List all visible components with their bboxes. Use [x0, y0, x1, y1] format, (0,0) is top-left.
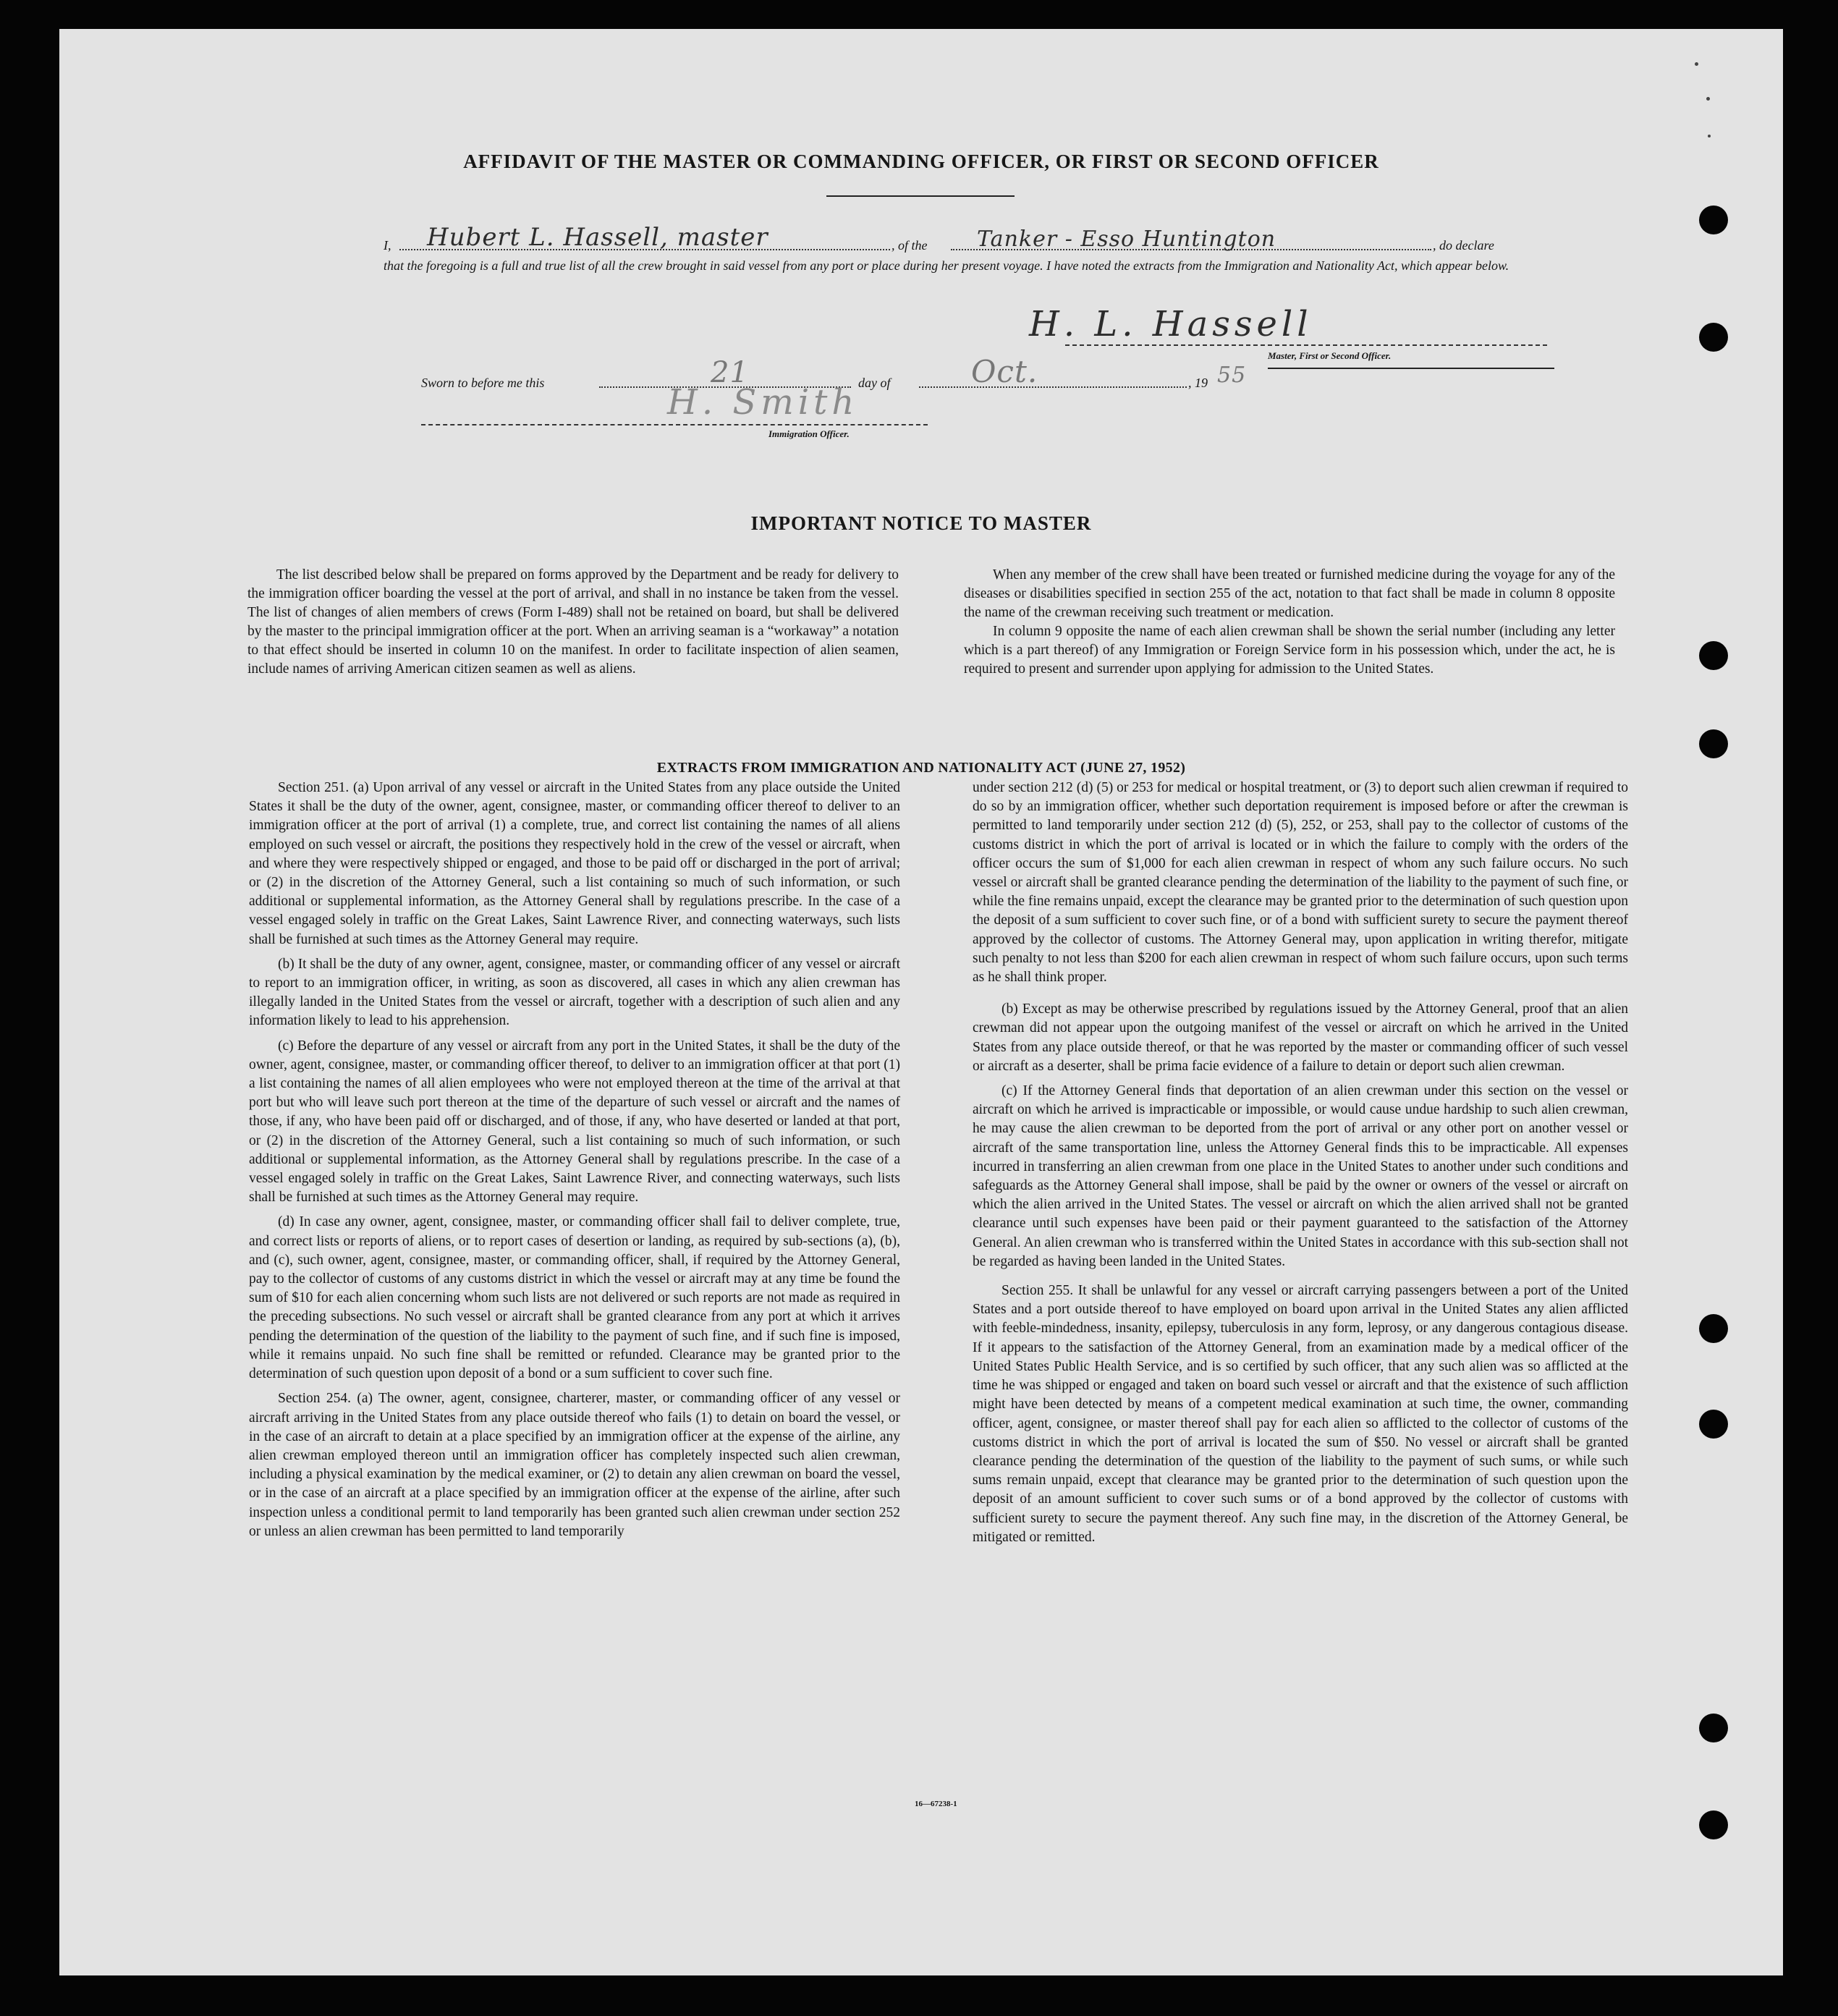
month-field[interactable]: [919, 386, 1187, 388]
section-251-b: (b) It shall be the duty of any owner, agent, consignee, master, or commanding officer of any vessel or aircraft to report to an immigration officer, in writing, as soon as discovered, all cases in which any alien crewman has illegally landed in the United States from the vessel or aircraft, together with a description of such alien and any information likely to lead to his apprehension.: [249, 956, 900, 1029]
declaration-i: I,: [384, 238, 391, 253]
notice-left-column: [247, 566, 899, 679]
notice-right-paragraph-1: When any member of the crew shall have been treated or furnished medicine during the voyage for any of the diseases or disabilities specified in section 255 of the act, notation to that fact shall be made in column 8 opposite the name of the crewman receiving such treatment or medication.: [964, 567, 1615, 620]
section-255: Section 255. It shall be unlawful for any vessel or aircraft carrying passengers between a port of the United States and a port outside thereof to have employed on board upon arrival in the United States any alien afflicted with feeble-mindedness, insanity, epilepsy, tuberculosis in any form, leprosy, or any dangerous contagious disease. If it appears to the satisfaction of the Attorney General, from an examination made by a medical officer of the United States Public Health Service, and is so certified by such officer, that any such alien was so afflicted at the time he was shipped or engaged and taken on board such vessel or aircraft and that the existence of such affliction might have been detected by means of a competent medical examination at such time, the owner, commanding officer, agent, consignee, or master thereof shall pay for each alien so afflicted to the collector of customs of the customs district in which the port of arrival is located the sum of $50. No vessel or aircraft shall be granted clearance pending the determination of the question of the liability to the payment of such sums, or while such sums remain unpaid, except that clearance may be granted prior to the determination of such question upon the deposit of an amount sufficient to cover such sums or of a bond approved by the collector of customs with sufficient surety to secure the payment thereof. Any such fine may, in the discretion of the Attorney General, be mitigated or remitted.: [973, 1283, 1628, 1545]
officer-caption: Immigration Officer.: [768, 428, 850, 439]
scan-speck: [1706, 97, 1710, 101]
officer-signature-handwritten: H. Smith: [667, 382, 859, 423]
scan-speck: [1708, 135, 1711, 137]
month-handwritten: Oct.: [971, 354, 1038, 389]
declaration-do-declare: , do declare: [1433, 238, 1494, 253]
extracts-right-column: [973, 779, 1628, 1547]
binder-hole-6: [1699, 1410, 1728, 1439]
extracts-title: EXTRACTS FROM IMMIGRATION AND NATIONALITY ACT (JUNE 27, 1952): [656, 760, 1186, 776]
declaration-body: that the foregoing is a full and true list of all the crew brought in said vessel from any port or place during her present voyage. I have noted the extracts from the Immigration and Nationality Act, which appear below.: [384, 258, 1509, 273]
master-name-handwritten: Hubert L. Hassell, master: [427, 223, 768, 252]
scan-speck: [1695, 62, 1698, 66]
title-underline: [826, 195, 1015, 197]
master-signature-handwritten: H. L. Hassell: [1029, 304, 1313, 344]
section-254-b: (b) Except as may be otherwise prescribed by regulations issued by the Attorney General, proof that an alien crewman did not appear upon the outgoing manifest of the vessel or aircraft on which he arrived in the United States from any place outside thereof, or that he was reported by the master or commanding officer of such vessel or aircraft as a deserter, shall be prima facie evidence of a failure to detain or deport such alien crewman.: [973, 1001, 1628, 1074]
section-251-c: (c) Before the departure of any vessel or aircraft from any port in the United States, it shall be the duty of the owner, agent, consignee, master, or commanding officer thereof, to deliver to an immigration officer at that port (1) a list containing the names of all alien employees who were not employed thereon at the time of the arrival at that port but who will leave such port thereon at the time of the departure of such vessel or aircraft and the names of those, if any, who have been paid off or discharged, and of those, if any, who have deserted or landed at that port, or (2) in the discretion of the Attorney General, such a list containing so much of such information, or such additional or supplemental information, as the Attorney General shall by regulations prescribe. In the case of a vessel engaged solely in traffic on the Great Lakes, Saint Lawrence River, and connecting waterways, such lists shall be furnished at such times as the Attorney General may require.: [249, 1038, 900, 1206]
sworn-label: Sworn to before me this: [421, 376, 545, 390]
vessel-handwritten: Tanker - Esso Huntington: [977, 226, 1276, 252]
master-signature-caption: Master, First or Second Officer.: [1268, 350, 1392, 361]
officer-signature-line[interactable]: [421, 424, 928, 425]
day-of-label: day of: [858, 376, 891, 390]
binder-hole-8: [1699, 1810, 1728, 1839]
year-prefix: , 19: [1188, 376, 1208, 390]
binder-hole-5: [1699, 1314, 1728, 1343]
year-handwritten: 55: [1217, 363, 1247, 388]
day-handwritten: 21: [711, 356, 749, 389]
notice-right-paragraph-2: In column 9 opposite the name of each alien crewman shall be shown the serial number (including any letter which is a part thereof) of any Immigration or Foreign Service form in his possession which, under the act, he is required to present and surrender upon applying for admission to the United States.: [964, 624, 1615, 677]
form-number: 16—67238-1: [915, 1800, 957, 1808]
binder-hole-2: [1699, 323, 1728, 352]
section-254-a: Section 254. (a) The owner, agent, consignee, charterer, master, or commanding officer of any vessel or aircraft arriving in the United States from any place outside thereof who fails (1) to detain on board the vessel, or in the case of an aircraft to detain at a place specified by an immigration officer at the expense of the airline, any alien crewman employed thereon until an immigration officer has completely inspected such alien crewman, including a physical examination by the medical examiner, or (2) to detain any alien crewman on board the vessel, or in the case of an aircraft at a place specified by an immigration officer at the expense of the airline, after such inspection unless a conditional permit to land temporarily has been granted such alien crewman under section 252 or unless an alien crewman has been permitted to land temporarily: [249, 1391, 900, 1539]
extracts-left-column: [249, 779, 900, 1541]
binder-hole-3: [1699, 641, 1728, 670]
section-251-d: (d) In case any owner, agent, consignee, master, or commanding officer shall fail to deliver complete, true, and correct lists or reports of aliens, or to report cases of desertion or landing, as required by sub-sections (a), (b), and (c), such owner, agent, consignee, master, or commanding officer, shall, if required by the Attorney General, pay to the collector of customs of any customs district in which the vessel or aircraft may at any time be found the sum of $10 for each alien concerning whom such lists are not delivered or such reports are not made as required in the preceding subsections. No such vessel or aircraft shall be granted clearance from any port at which it arrives pending the determination of the question of the liability to the payment of such fine, and if such fine is imposed, while it remains unpaid. No such fine shall be remitted or refunded. Clearance may be granted prior to the determination of such question upon deposit of a bond or a sum sufficient to cover such fine.: [249, 1214, 900, 1382]
declaration-of-the: , of the: [892, 238, 928, 253]
binder-hole-7: [1699, 1714, 1728, 1742]
section-251-a: Section 251. (a) Upon arrival of any vessel or aircraft in the United States from any place outside the United States it shall be the duty of the owner, agent, consignee, master, or commanding officer thereof to deliver to an immigration officer at the port of arrival (1) a complete, true, and correct list containing the names of all aliens employed on such vessel or aircraft, the positions they respectively hold in the crew of the vessel or aircraft, when and where they were respectively shipped or engaged, and those to be paid off or discharged in the port of arrival; or (2) in the discretion of the Attorney General, such a list containing so much of such information, or such additional or supplemental information, as the Attorney General shall by regulations prescribe. In the case of a vessel engaged solely in traffic on the Great Lakes, Saint Lawrence River, and connecting waterways, such lists shall be furnished at such times as the Attorney General may require.: [249, 780, 900, 947]
document-page: [59, 29, 1783, 1975]
master-signature-line[interactable]: [1065, 344, 1547, 346]
notice-title: IMPORTANT NOTICE TO MASTER: [750, 512, 1092, 534]
section-254-c: (c) If the Attorney General finds that deportation of an alien crewman under this section on the vessel or aircraft on which he arrived is impracticable or impossible, or would cause undue hardship to such alien crewman, he may cause the alien crewman to be deported from the port of arrival or any other port on another vessel or aircraft of the same transportation line, unless the Attorney General finds this to be impracticable. All expenses incurred in transferring an alien crewman from one place in the United States to another under such conditions and safeguards as the Attorney General shall impose, shall be paid by the owner or owners of the vessel or aircraft on which the alien arrived in the United States. The vessel or aircraft on which the alien arrived shall not be granted clearance until such expenses have been paid or their payment guaranteed to the satisfaction of the Attorney General. An alien crewman who is transferred within the United States in accordance with this sub-section shall not be regarded as having been landed in the United States.: [973, 1083, 1628, 1269]
sworn-line: [421, 354, 1362, 391]
binder-hole-1: [1699, 206, 1728, 234]
binder-hole-4: [1699, 729, 1728, 758]
notice-left-paragraph: The list described below shall be prepared on forms approved by the Department and be ready for delivery to the immigration officer boarding the vessel at the port of arrival, and shall in no instance be taken from the vessel. The list of changes of alien members of crews (Form I-489) shall not be retained on board, but shall be delivered by the master to the principal immigration officer at the port. When an arriving seaman is a “workaway” a notation to that effect should be inserted in column 10 on the manifest. In order to facilitate inspection of alien seamen, include names of arriving American citizen seamen as well as aliens.: [247, 567, 899, 677]
affidavit-title: AFFIDAVIT OF THE MASTER OR COMMANDING OFFICER, OR FIRST OR SECOND OFFICER: [463, 151, 1379, 172]
section-254-a-cont: under section 212 (d) (5) or 253 for medical or hospital treatment, or (3) to deport such alien crewman if required to do so by an immigration officer, whether such deportation requirement is imposed before or after the crewman is permitted to land temporarily under section 212 (d) (5), 252, or 253, shall pay to the collector of customs of the customs district in which the port of arrival is located or in which the failure to comply with the orders of the officer occurs the sum of $1,000 for each alien crewman in respect of whom any such failure occurs. No such vessel or aircraft shall be granted clearance pending the determination of the liability to the payment of such fine, or while the fine remains unpaid, except the clearance may be granted prior to the determination of such question upon the deposit of a sum sufficient to cover such fine, or of a bond with sufficient surety to secure the payment thereof approved by the collector of customs. The Attorney General may, upon application in writing therefor, mitigate such penalty to not less than $200 for each alien crewman in respect of whom such failure occurs, upon such terms as he shall think proper.: [973, 780, 1628, 986]
notice-right-column: [964, 566, 1615, 679]
declaration-line: [384, 224, 1570, 253]
